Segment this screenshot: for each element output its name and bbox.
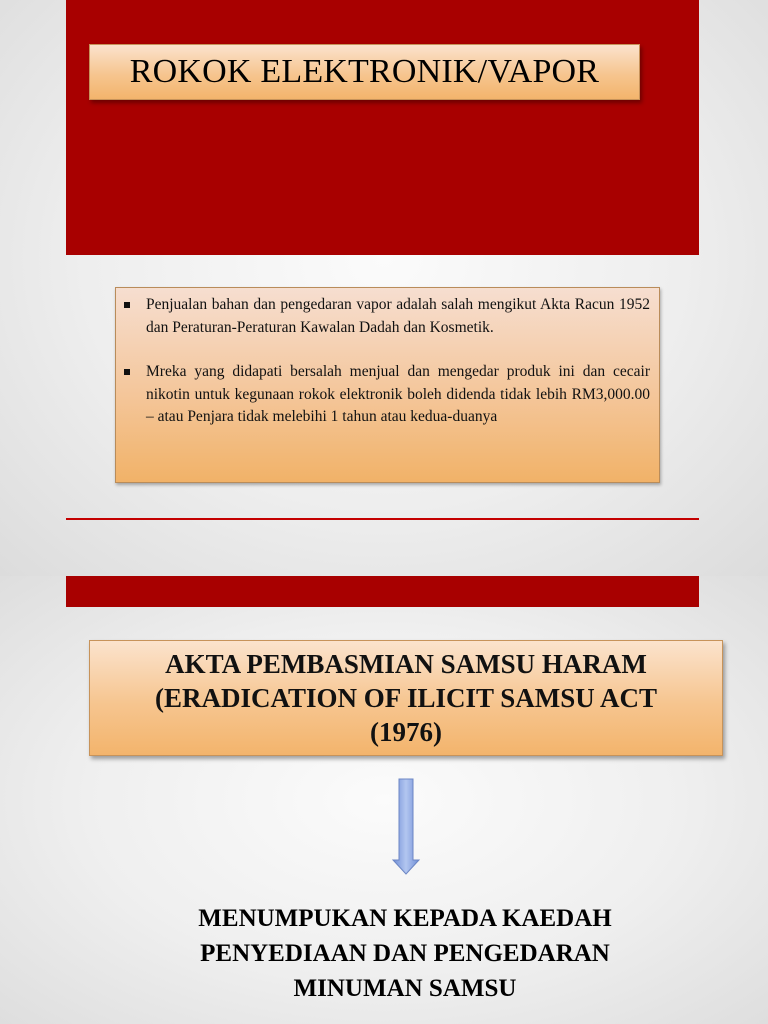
slide-title: ROKOK ELEKTRONIK/VAPOR: [129, 53, 600, 90]
bullet-box: [115, 287, 660, 483]
down-arrow-icon: [390, 778, 422, 876]
bullet-text: Mreka yang didapati bersalah menjual dan mengedar produk ini dan cecair nikotin untuk kegunaan rokok elektronik boleh didenda tidak lebih RM3,000.00 – atau Penjara tidak melebihi 1 tahun atau kedua-duanya: [146, 363, 650, 425]
slide-akta-samsu: [0, 576, 768, 1024]
bullet-item: [124, 361, 650, 429]
square-bullet-icon: [124, 302, 130, 308]
act-title: AKTA PEMBASMIAN SAMSU HARAM (ERADICATION OF ILICIT SAMSU ACT (1976): [154, 649, 658, 747]
red-header-band: [66, 0, 699, 255]
bullet-text: Penjualan bahan dan pengedaran vapor adalah salah mengikut Akta Racun 1952 dan Peraturan-Peraturan Kawalan Dadah dan Kosmetik.: [146, 296, 650, 336]
divider-line: [66, 518, 699, 520]
red-header-band: [66, 576, 699, 607]
title-box: [89, 44, 640, 100]
focus-text: MENUMPUKAN KEPADA KAEDAH PENYEDIAAN DAN PENGEDARAN MINUMAN SAMSU: [198, 905, 612, 1002]
bullet-list: [124, 294, 650, 429]
bullet-item: [124, 294, 650, 339]
square-bullet-icon: [124, 369, 130, 375]
act-title-box: [89, 640, 723, 756]
